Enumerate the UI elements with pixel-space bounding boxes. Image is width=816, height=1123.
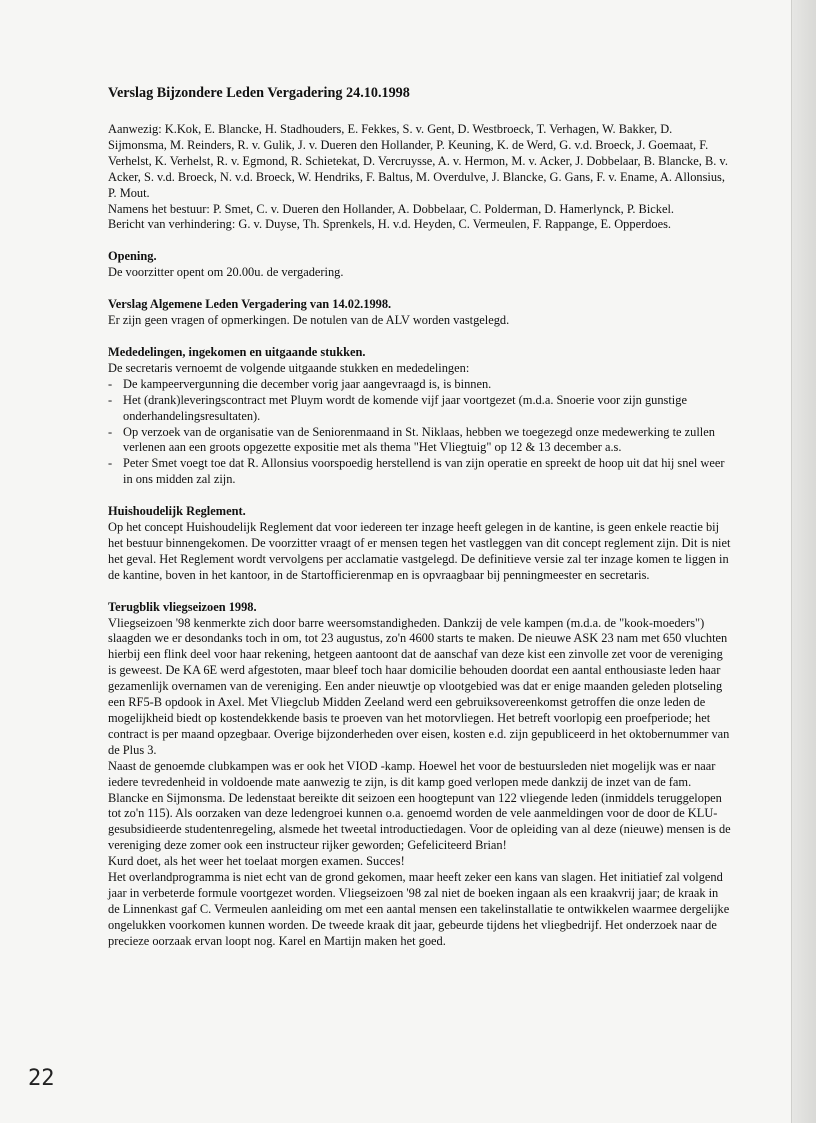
section-announcements	[108, 345, 732, 488]
section-opening	[108, 249, 732, 281]
list-item: - Peter Smet voegt toe dat R. Allonsius voorspoedig herstellend is van zijn operatie en spreekt de hoop uit dat hij snel weer in ons midden zal zijn.	[108, 456, 732, 488]
paragraph: Vliegseizoen '98 kenmerkte zich door barre weersomstandigheden. Dankzij de vele kampen (m.d.a. de "kook-moeders") slaagden we er desondanks toch in om, tot 23 augustus, zo'n 4600 starts te maken. De nieuwe ASK 23 nam met 650 vluchten hierbij een flink deel voor haar rekening, hetgeen aantoont dat de aanschaf van deze kist een zinvolle zet voor de vereniging is geweest. De KA 6E werd afgestoten, maar bleef toch haar domicilie behouden doordat een aantal enthousiaste leden haar gezamenlijk overnamen van de vereniging. Een ander nieuwtje op vlootgebied was dat er enige maanden geleden plotseling een RF5-B opdook in Axel. Met Vliegclub Midden Zeeland werd een gebruiksovereenkomst getroffen die onze leden de mogelijkheid biedt op kostendekkende basis te proeven van het motorvliegen. Het betreft voorlopig een proefperiode; het contract is per maand opzegbaar. Overige bijzonderheden over eisen, kosten e.d. zijn gepubliceerd in het oktobernummer van de Plus 3.	[108, 615, 730, 757]
paragraph: Kurd doet, als het weer het toelaat morgen examen. Succes!	[108, 854, 405, 869]
attendance-board: Namens het bestuur: P. Smet, C. v. Dueren den Hollander, A. Dobbelaar, C. Polderman, D. Hamerlynck, P. Bickel.	[108, 201, 674, 216]
section-heading: Huishoudelijk Reglement.	[108, 504, 246, 519]
section-heading: Mededelingen, ingekomen en uitgaande stukken.	[108, 344, 366, 359]
attendance-present: Aanwezig: K.Kok, E. Blancke, H. Stadhouders, E. Fekkes, S. v. Gent, D. Westbroeck, T. Verhagen, W. Bakker, D. Sijmonsma, M. Reinders, R. v. Gulik, J. v. Dueren den Hollander, P. Keuning, K. de Werd, G. v.d. Broeck, J. Goemaat, F. Verhelst, K. Verhelst, R. v. Egmond, R. Schietekat, D. Vercruysse, A. v. Hermon, M. v. Acker, J. Dobbelaar, B. Blancke, B. v. Acker, S. v.d. Broeck, N. v.d. Broeck, W. Hendriks, F. Baltus, M. Overdulve, J. Blancke, G. Gans, F. v. Ename, A. Allonsius, P. Mout.	[108, 122, 728, 200]
section-alv	[108, 297, 732, 329]
report-title: Verslag Bijzondere Leden Vergadering 24.10.1998	[108, 85, 410, 101]
page-edge-strip	[791, 0, 816, 1123]
section-text: De voorzitter opent om 20.00u. de vergadering.	[108, 265, 344, 280]
section-text: Op het concept Huishoudelijk Reglement dat voor iedereen ter inzage heeft gelegen in de kantine, is geen enkele reactie bij het bestuur binnengekomen. De voorzitter vraagt of er mensen tegen het vastleggen van dit concept reglement zijn. Dit is niet het geval. Het Reglement wordt vervolgens per acclamatie vastgelegd. De definitieve versie zal ter inzage komen te liggen in de kantine, boven in het kantoor, in de Startofficierenmap en is opvraagbaar bij penningmeester en secretaris.	[108, 520, 731, 582]
section-intro: De secretaris vernoemt de volgende uitgaande stukken en mededelingen:	[108, 360, 470, 375]
report-body	[108, 84, 732, 966]
section-heading: Opening.	[108, 249, 157, 264]
section-heading: Terugblik vliegseizoen 1998.	[108, 599, 257, 614]
paragraph: Naast de genoemde clubkampen was er ook het VIOD -kamp. Hoewel het voor de bestuursleden niet mogelijk was er naar iedere tevredenheid in voldoende mate aanwezig te zijn, is dit kamp goed verlopen mede dankzij de inzet van de fam. Blancke en Sijmonsma. De ledenstaat bereikte dit seizoen een hoogtepunt van 122 vliegende leden (inmiddels teruggelopen tot zo'n 115). Als oorzaken van deze ledengroei kunnen o.a. genoemd worden de vele aanmeldingen voor de door de KLU-gesubsidieerde studentenregeling, alsmede het tweetal introductiedagen. Voor de opleiding van al deze (nieuwe) mensen is de vereniging deze zomer ook een instructeur rijker geworden; Gefeliciteerd Brian!	[108, 758, 731, 853]
section-season	[108, 600, 732, 950]
attendance-absent: Bericht van verhindering: G. v. Duyse, Th. Sprenkels, H. v.d. Heyden, C. Vermeulen, F. Rappange, E. Opperdoes.	[108, 217, 672, 232]
paragraph: Het overlandprogramma is niet echt van de grond gekomen, maar heeft zeker een kans van slagen. Het initiatief zal volgend jaar in verbeterde formule voortgezet worden. Vliegseizoen '98 zal niet de boeken ingaan als een kraakvrij jaar; de kraak in de Linnenkast gaf C. Vermeulen aanleiding om met een aantal mensen een takelinstallatie te ontwikkelen waarmee dergelijke ongelukken voorkomen kunnen worden. De tweede kraak dit jaar, gebeurde tijdens het vliegbedrijf. Het onderzoek naar de precieze oorzaak ervan loopt nog. Karel en Martijn maken het goed.	[108, 870, 730, 948]
section-heading: Verslag Algemene Leden Vergadering van 14.02.1998.	[108, 297, 392, 312]
announcement-list	[108, 377, 732, 488]
list-item: - Op verzoek van de organisatie van de Seniorenmaand in St. Niklaas, hebben we toegezegd onze medewerking te zullen verlenen aan een groots opgezette expositie met als thema "Het Vliegtuig" op 12 & 13 december a.s.	[108, 425, 732, 457]
list-item: - Het (drank)leveringscontract met Pluym wordt de komende vijf jaar voortgezet (m.d.a. Snoerie voor zijn gunstige onderhandelingsresultaten).	[108, 393, 732, 425]
section-household	[108, 504, 732, 584]
list-item: - De kampeervergunning die december vorig jaar aangevraagd is, is binnen.	[108, 377, 732, 393]
attendance-block	[108, 122, 732, 233]
section-text: Er zijn geen vragen of opmerkingen. De notulen van de ALV worden vastgelegd.	[108, 313, 510, 328]
page-number: 22	[28, 1066, 55, 1091]
